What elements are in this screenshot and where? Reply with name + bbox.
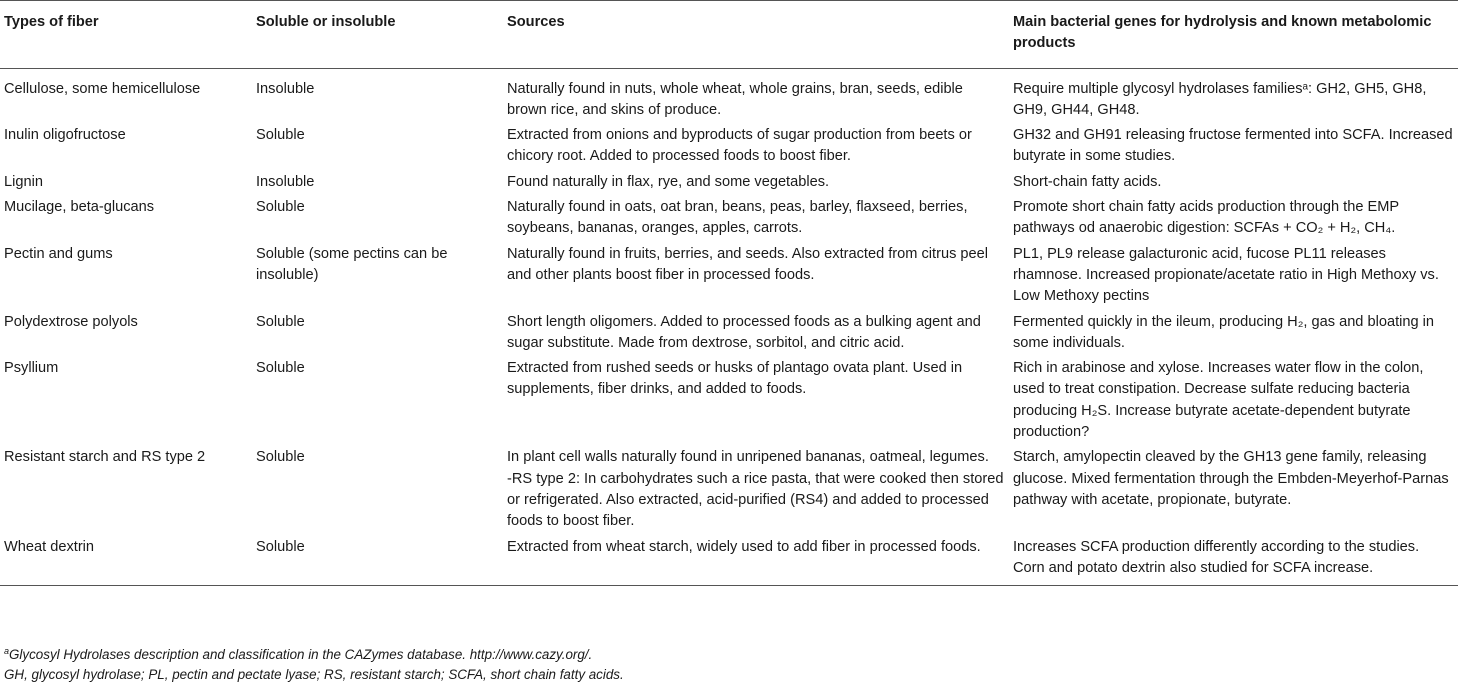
cell-solubility: Soluble (some pectins can be insoluble): [256, 245, 448, 283]
cell-sources: Extracted from wheat starch, widely used to add fiber in processed foods.: [503, 536, 1009, 586]
cell-sources: In plant cell walls naturally found in unripened bananas, oatmeal, legumes. -RS type 2: In carbohydrates such a rice pasta, that were cooked then stored or refrigerated. Also extracted, acid-purified (RS4) and added to processed foods to boost fiber.: [507, 449, 1004, 530]
header-bacterial-genes: Main bacterial genes for hydrolysis and known metabolomic products: [1009, 1, 1458, 69]
cell-solubility: Soluble: [256, 449, 305, 466]
table-row: [0, 311, 1458, 358]
cell-products: Increases SCFA production differently according to the studies. Corn and potato dextrin also studied for SCFA increase.: [1009, 536, 1458, 586]
table-row: [0, 124, 1458, 171]
cell-type: Cellulose, some hemicellulose: [4, 80, 201, 97]
cell-type: Psyllium: [4, 360, 59, 377]
footnote-abbreviations: GH, glycosyl hydrolase; PL, pectin and pectate lyase; RS, resistant starch; SCFA, short chain fatty acids.: [4, 667, 624, 682]
cell-solubility: Soluble: [256, 199, 305, 216]
cell-type: Mucilage, beta-glucans: [4, 199, 155, 216]
header-row: [0, 1, 1458, 69]
footnote-a-text: Glycosyl Hydrolases description and classification in the CAZymes database. http://www.cazy.org/.: [9, 647, 593, 662]
cell-type: Inulin oligofructose: [4, 127, 126, 144]
footnote-a-marker: a: [4, 646, 10, 656]
cell-sources: Extracted from onions and byproducts of sugar production from beets or chicory root. Added to processed foods to boost fiber.: [507, 127, 972, 165]
cell-solubility: Soluble: [252, 536, 503, 586]
cell-products: Starch, amylopectin cleaved by the GH13 gene family, releasing glucose. Mixed fermentation through the Embden-Meyerhof-Parnas pathway with acetate, propionate, butyrate.: [1013, 449, 1449, 508]
cell-sources: Short length oligomers. Added to processed foods as a bulking agent and sugar substitute. Made from dextrose, sorbitol, and citric acid.: [507, 313, 981, 351]
table-row: [0, 243, 1458, 311]
cell-sources: Extracted from rushed seeds or husks of plantago ovata plant. Used in supplements, fiber drinks, and added to foods.: [507, 360, 963, 398]
table-row: [0, 536, 1458, 586]
cell-sources: Found naturally in flax, rye, and some vegetables.: [507, 173, 830, 190]
header-solubility: Soluble or insoluble: [252, 1, 503, 69]
cell-solubility: Soluble: [256, 313, 305, 330]
cell-sources: Naturally found in fruits, berries, and seeds. Also extracted from citrus peel and other plants boost fiber in processed foods.: [507, 245, 989, 283]
table-row: [0, 196, 1458, 243]
header-types-of-fiber: Types of fiber: [0, 1, 252, 69]
cell-products: Require multiple glycosyl hydrolases familiesᵃ: GH2, GH5, GH8, GH9, GH44, GH48.: [1013, 80, 1427, 118]
footnote-a: [4, 645, 1454, 665]
cell-products: Promote short chain fatty acids production through the EMP pathways od anaerobic digestion: SCFAs + CO₂ + H₂, CH₄.: [1013, 199, 1399, 237]
cell-type: Polydextrose polyols: [4, 313, 138, 330]
cell-products: Fermented quickly in the ileum, producing H₂, gas and bloating in some individuals.: [1013, 313, 1435, 351]
cell-type: Wheat dextrin: [0, 536, 252, 586]
table-body: [0, 68, 1458, 586]
table-row: [0, 68, 1458, 124]
header-sources: Sources: [503, 1, 1009, 69]
cell-products: Short-chain fatty acids.: [1013, 173, 1162, 190]
cell-products: PL1, PL9 release galacturonic acid, fucose PL11 releases rhamnose. Increased propionate/acetate ratio in High Methoxy vs. Low Methoxy pectins: [1013, 245, 1439, 305]
cell-solubility: Soluble: [256, 360, 305, 377]
table-footnotes: [4, 645, 1454, 685]
cell-solubility: Soluble: [256, 127, 305, 144]
cell-type: Lignin: [4, 173, 43, 190]
cell-sources: Naturally found in nuts, whole wheat, whole grains, bran, seeds, edible brown rice, and skins of produce.: [507, 80, 963, 118]
table-header: [0, 1, 1458, 69]
cell-sources: Naturally found in oats, oat bran, beans, peas, barley, flaxseed, berries, soybeans, bananas, oranges, apples, carrots.: [507, 199, 968, 237]
cell-products: GH32 and GH91 releasing fructose fermented into SCFA. Increased butyrate in some studies.: [1013, 127, 1453, 165]
cell-type: Pectin and gums: [4, 245, 113, 262]
cell-products: Rich in arabinose and xylose. Increases water flow in the colon, used to treat constipation. Decrease sulfate reducing bacteria producing H₂S. Increase butyrate acetate-dependent butyrate production?: [1013, 360, 1424, 441]
cell-solubility: Insoluble: [256, 173, 315, 190]
table-row: [0, 446, 1458, 535]
cell-solubility: Insoluble: [256, 80, 315, 97]
table-row: [0, 171, 1458, 196]
table-row: [0, 357, 1458, 446]
cell-type: Resistant starch and RS type 2: [4, 449, 206, 466]
